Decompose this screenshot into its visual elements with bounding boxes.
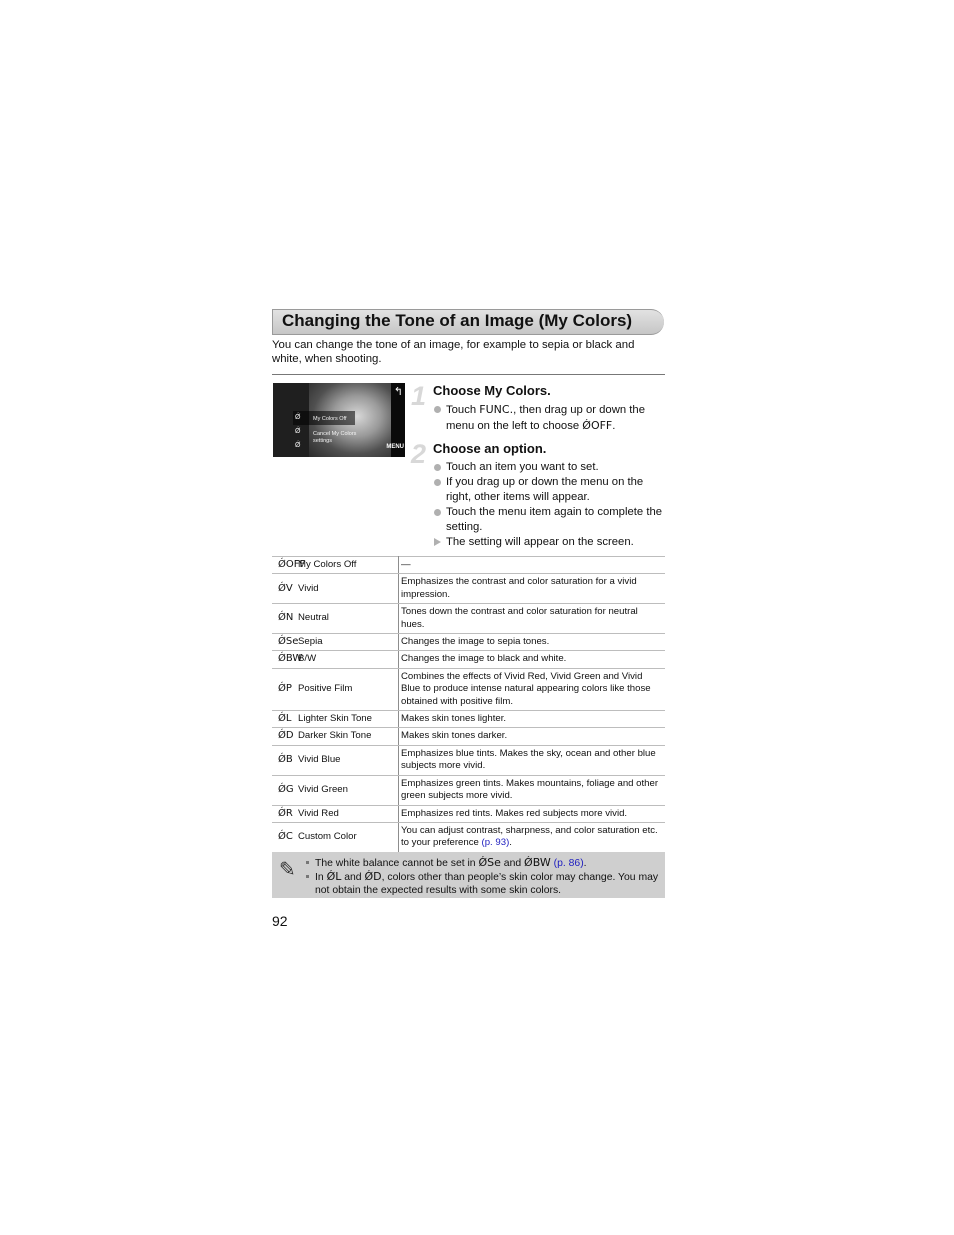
table-row [272, 651, 665, 668]
mode-name: My Colors Off [298, 559, 357, 570]
mode-name: Darker Skin Tone [298, 730, 372, 742]
note-item: The white balance cannot be set in ǾSe and ǾBW (p. 86). [306, 856, 661, 870]
mode-icon: ǾG [278, 783, 294, 795]
camera-screen-illustration [273, 383, 405, 457]
step-number: 1 [411, 381, 427, 411]
mode-description-cell [399, 711, 666, 728]
mode-icon: ǾB [278, 754, 293, 766]
note-box [272, 852, 665, 898]
pencil-icon: ✎ [279, 857, 296, 881]
note-bullet-icon [306, 875, 309, 878]
result-arrow-icon [434, 538, 441, 546]
table-row [272, 728, 665, 745]
table-row [272, 574, 665, 604]
mode-description-cell [399, 574, 666, 604]
screen-menu-item: settings [313, 438, 332, 444]
mode-name: Vivid Red [298, 807, 339, 819]
bullet-item: Touch the menu item again to complete the setting. [433, 505, 665, 535]
mode-description: Emphasizes red tints. Makes red subjects more vivid. [401, 807, 628, 819]
mode-description: Changes the image to sepia tones. [401, 636, 550, 648]
screen-menu-item: Cancel My Colors [313, 431, 357, 437]
mode-description: Combines the effects of Vivid Red, Vivid Green and Vivid Blue to produce intense natural appearing colors like those obtained with positive film. [401, 670, 651, 707]
mode-name: Positive Film [298, 683, 353, 695]
bullet-dot-icon [434, 509, 441, 516]
lighter-skin-icon: ǾL [326, 870, 342, 883]
mode-description-cell [399, 745, 666, 775]
bw-icon: ǾBW [524, 856, 551, 869]
table-row [272, 604, 665, 634]
table-row [272, 805, 665, 822]
mode-name-cell [272, 711, 399, 728]
mode-name: Vivid Blue [298, 754, 341, 766]
mode-description: Emphasizes the contrast and color saturation for a vivid impression. [401, 576, 637, 600]
mode-description: Emphasizes blue tints. Makes the sky, ocean and other blue subjects more vivid. [401, 747, 656, 772]
darker-skin-icon: ǾD [364, 870, 382, 883]
mode-name-cell [272, 668, 399, 710]
mode-description: Makes skin tones lighter. [401, 713, 507, 725]
bullet-item: Touch FUNC., then drag up or down the menu on the left to choose ǾOFF. [433, 402, 665, 434]
mode-name: Lighter Skin Tone [298, 713, 372, 725]
mode-description: Emphasizes green tints. Makes mountains, foliage and other green subjects more vivid. [401, 777, 659, 802]
sepia-icon: ǾSe [478, 856, 501, 869]
mode-description-cell: You can adjust contrast, sharpness, and color saturation etc. to your preference (p. 93). [399, 822, 666, 852]
mode-description-cell [399, 668, 666, 710]
mode-icon: ǾC [278, 831, 293, 843]
divider [272, 374, 665, 375]
func-icon: FUNC. [479, 403, 514, 416]
mode-icon: ǾOFF [278, 559, 306, 570]
bullet-item: If you drag up or down the menu on the right, other items will appear. [433, 475, 665, 505]
mode-name: Vivid Green [298, 783, 348, 795]
mode-icon: ǾL [278, 713, 292, 725]
section-title: Changing the Tone of an Image (My Colors) [282, 311, 633, 330]
bullet-dot-icon [434, 464, 441, 471]
mode-description-cell [399, 651, 666, 668]
mode-icon: ǾD [278, 730, 294, 742]
mode-name-cell [272, 745, 399, 775]
table-row [272, 557, 665, 574]
mode-icon: ǾP [278, 683, 292, 695]
mode-icon: ǾSe [278, 636, 299, 648]
table-row [272, 745, 665, 775]
mode-name-cell [272, 574, 399, 604]
my-colors-neutral-icon: Ǿ [295, 442, 301, 449]
mode-name-cell [272, 557, 399, 574]
mode-description: You can adjust contrast, sharpness, and color saturation etc. to your preference [401, 824, 658, 849]
table-row [272, 634, 665, 651]
mode-name-cell [272, 651, 399, 668]
my-colors-off-icon: ǾOFF [582, 419, 613, 432]
mode-name-cell [272, 805, 399, 822]
my-colors-off-icon: Ǿ [295, 414, 301, 421]
mode-description-cell [399, 557, 666, 574]
step-heading: Choose an option. [433, 441, 547, 456]
page-number: 92 [272, 913, 288, 929]
bullet-dot-icon [434, 479, 441, 486]
intro-paragraph: You can change the tone of an image, for example to sepia or black and white, when shooting. [272, 339, 635, 365]
bullet-item: Touch an item you want to set. [433, 460, 665, 475]
mode-description-cell [399, 805, 666, 822]
mode-description-cell [399, 634, 666, 651]
mode-icon: ǾV [278, 582, 293, 594]
mode-name-cell [272, 822, 399, 852]
note-item: In ǾL and ǾD, colors other than people’s skin color may change. You may not obtain the expected results with some skin colors. [306, 870, 661, 897]
menu-button-label: MENU [386, 444, 404, 450]
step-2-bullets [433, 460, 665, 550]
mode-description: Makes skin tones darker. [401, 730, 508, 742]
mode-icon: ǾR [278, 807, 293, 819]
my-colors-table [272, 556, 665, 853]
bullet-dot-icon [434, 406, 441, 413]
table-row [272, 668, 665, 710]
mode-description-cell [399, 775, 666, 805]
step-1-bullets [433, 402, 665, 434]
page-ref-link[interactable]: (p. 86) [553, 858, 584, 869]
table-row [272, 775, 665, 805]
mode-description-cell [399, 728, 666, 745]
mode-icon: ǾN [278, 612, 294, 624]
step-number: 2 [411, 439, 427, 469]
mode-description: Changes the image to black and white. [401, 653, 567, 665]
mode-name: Sepia [298, 636, 323, 648]
mode-description: Tones down the contrast and color saturation for neutral hues. [401, 606, 638, 630]
table-row [272, 711, 665, 728]
mode-name-cell [272, 775, 399, 805]
mode-icon: ǾBW [278, 653, 303, 665]
bullet-item: The setting will appear on the screen. [433, 535, 665, 550]
mode-name: Vivid [298, 582, 319, 594]
section-title-bar [272, 309, 664, 335]
mode-name-cell [272, 728, 399, 745]
my-colors-vivid-icon: Ǿ [295, 428, 301, 435]
back-arrow-icon: ↰ [393, 386, 403, 398]
step-heading: Choose My Colors. [433, 383, 551, 398]
screen-menu-item: My Colors Off [313, 416, 347, 422]
page-ref-link[interactable]: (p. 93) [481, 837, 510, 849]
mode-name-cell [272, 604, 399, 634]
mode-description: — [401, 559, 411, 570]
mode-name: B/W [298, 653, 317, 665]
mode-name: Neutral [298, 612, 329, 624]
mode-description-cell [399, 604, 666, 634]
mode-name: Custom Color [298, 831, 357, 843]
mode-name-cell [272, 634, 399, 651]
note-bullet-icon [306, 861, 309, 864]
table-row [272, 822, 665, 852]
